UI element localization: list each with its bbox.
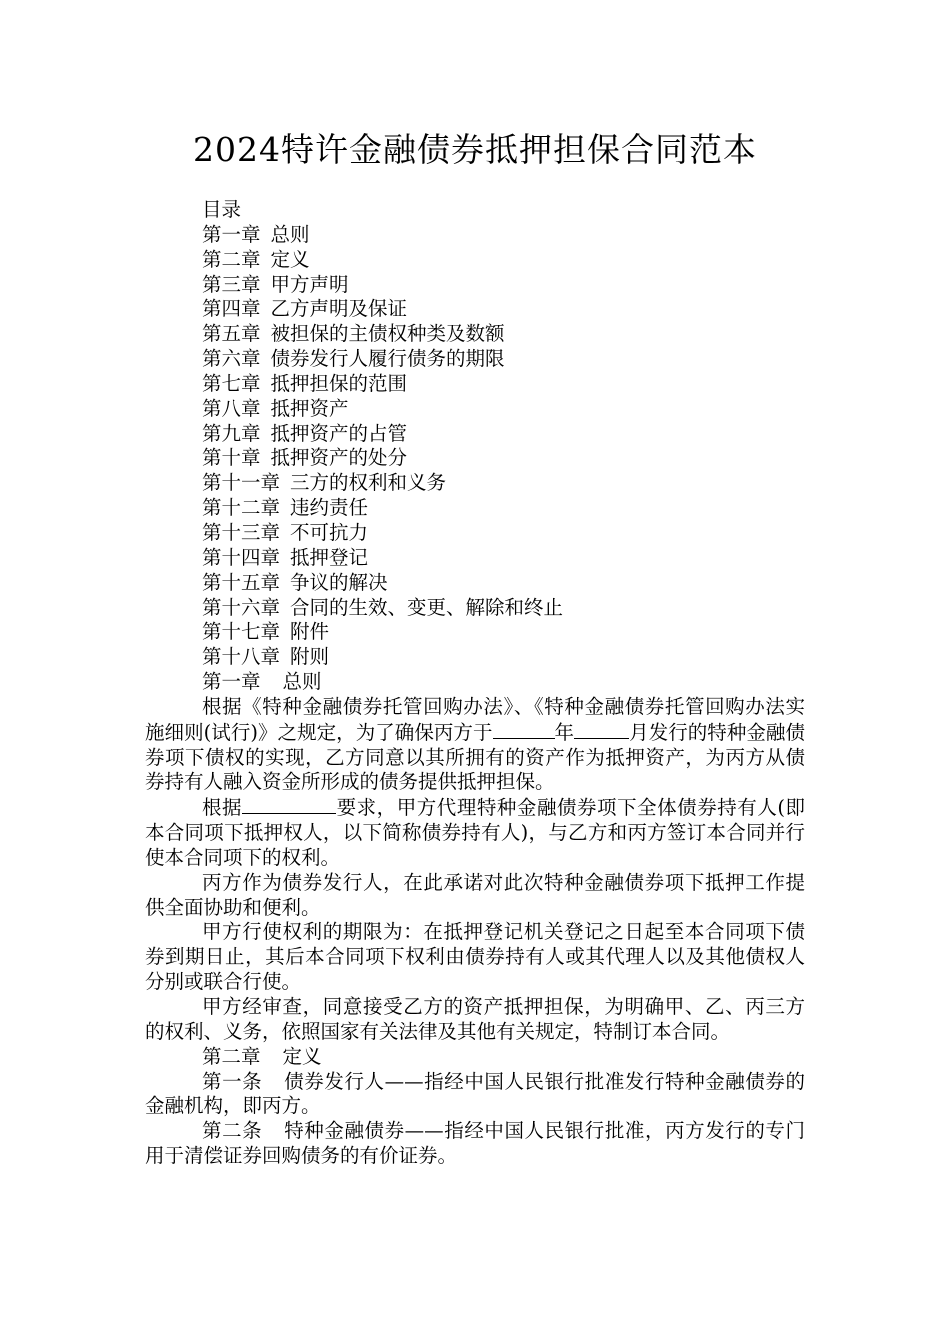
toc-item <box>202 546 805 571</box>
toc-item <box>202 297 805 322</box>
toc-item-number: 第十三章 <box>202 520 281 544</box>
article-label: 第二条 <box>202 1119 263 1143</box>
year-label: 年 <box>554 720 575 744</box>
toc-item-number: 第五章 <box>202 322 261 346</box>
toc-item <box>202 446 805 471</box>
toc-item-title: 甲方声明 <box>270 272 349 296</box>
table-of-contents <box>145 198 805 670</box>
toc-item <box>202 645 805 670</box>
toc-item-number: 第十一章 <box>202 471 281 495</box>
toc-item <box>202 596 805 621</box>
toc-item-title: 总则 <box>270 222 310 246</box>
article-label: 第一条 <box>202 1069 263 1093</box>
toc-item-title: 乙方声明及保证 <box>270 297 408 321</box>
toc-item-number: 第六章 <box>202 347 261 371</box>
document-body <box>145 670 805 1169</box>
document-page <box>145 128 805 1169</box>
document-title: 2024特许金融债券抵押担保合同范本 <box>193 130 757 169</box>
toc-item-title: 附则 <box>290 645 330 669</box>
paragraph-text: 根据 <box>202 796 243 820</box>
toc-item-number: 第八章 <box>202 396 261 420</box>
chapter-number: 第一章 <box>202 670 261 694</box>
paragraph: 甲方经审查，同意接受乙方的资产抵押担保，为明确甲、乙、丙三方的权利、义务，依照国家有关法律及其他有关规定，特制订本合同。 <box>145 995 805 1043</box>
toc-item-title: 不可抗力 <box>290 520 369 544</box>
fill-in-blank[interactable] <box>574 720 629 739</box>
toc-item <box>202 620 805 645</box>
toc-item <box>202 471 805 496</box>
paragraph-text: 要求，甲方代理特种金融债券项下全体债券持有人(即本合同项下抵押权人，以下简称债券持有人)，与乙方和丙方签订本合同并行使本合同项下的权利。 <box>145 796 805 869</box>
toc-item <box>202 248 805 273</box>
fill-in-blank[interactable] <box>493 720 555 739</box>
article-text: 债券发行人——指经中国人民银行批准发行特种金融债券的金融机构，即丙方。 <box>145 1069 805 1118</box>
chapter-title: 总则 <box>282 670 322 694</box>
toc-item-number: 第十八章 <box>202 645 281 669</box>
toc-item-number: 第二章 <box>202 247 261 271</box>
paragraph <box>145 695 805 795</box>
toc-item-number: 第三章 <box>202 272 261 296</box>
paragraph-text: 根据《特种金融债券托管回购办法》、《特种金融债券托管回购办法实施细则(试行)》之规定，为了确保丙方于 <box>145 694 805 744</box>
chapter-heading <box>145 1045 805 1070</box>
toc-item-number: 第十六章 <box>202 595 281 619</box>
toc-item-number: 第七章 <box>202 371 261 395</box>
toc-item <box>202 422 805 447</box>
fill-in-blank[interactable] <box>242 795 336 814</box>
toc-item-number: 第十七章 <box>202 620 281 644</box>
article-paragraph <box>145 1119 805 1169</box>
paragraph <box>145 795 805 871</box>
toc-item <box>202 372 805 397</box>
toc-item-number: 第一章 <box>202 222 261 246</box>
toc-heading: 目录 <box>202 198 242 221</box>
chapter-heading <box>145 670 805 695</box>
toc-item-title: 抵押资产的占管 <box>270 421 408 445</box>
toc-item-title: 债券发行人履行债务的期限 <box>270 347 505 371</box>
toc-item-title: 抵押担保的范围 <box>270 371 408 395</box>
toc-item-title: 附件 <box>290 620 330 644</box>
chapter-title: 定义 <box>282 1044 322 1068</box>
toc-item <box>202 273 805 298</box>
month-label: 月 <box>629 720 649 744</box>
toc-item-title: 被担保的主债权种类及数额 <box>270 322 505 346</box>
paragraph: 丙方作为债券发行人，在此承诺对此次特种金融债券项下抵押工作提供全面协助和便利。 <box>145 870 805 919</box>
toc-item-number: 第九章 <box>202 421 261 445</box>
toc-item-title: 合同的生效、变更、解除和终止 <box>290 595 564 619</box>
toc-item-number: 第十章 <box>202 446 261 470</box>
toc-item-title: 争议的解决 <box>290 570 388 594</box>
toc-item <box>202 521 805 546</box>
toc-item <box>202 322 805 347</box>
toc-item-title: 违约责任 <box>290 496 369 520</box>
toc-item-number: 第四章 <box>202 297 261 321</box>
toc-item-title: 定义 <box>270 247 310 271</box>
chapter-number: 第二章 <box>202 1044 261 1068</box>
toc-item-title: 抵押资产 <box>270 396 349 420</box>
toc-item-title: 抵押资产的处分 <box>270 446 408 470</box>
toc-item <box>202 223 805 248</box>
paragraph-text: 发行的特种金融债券项下债权的实现，乙方同意以其所拥有的资产作为抵押资产，为丙方从债券持有人融入资金所形成的债务提供抵押担保。 <box>145 720 805 794</box>
toc-item-number: 第十五章 <box>202 570 281 594</box>
toc-item-title: 三方的权利和义务 <box>290 471 447 495</box>
toc-item-number: 第十二章 <box>202 496 281 520</box>
toc-item-title: 抵押登记 <box>290 545 369 569</box>
toc-item <box>202 571 805 596</box>
toc-item <box>202 496 805 521</box>
article-paragraph <box>145 1070 805 1120</box>
toc-item <box>202 397 805 422</box>
toc-item-number: 第十四章 <box>202 545 281 569</box>
paragraph: 甲方行使权利的期限为：在抵押登记机关登记之日起至本合同项下债券到期日止，其后本合同项下权利由债券持有人或其代理人以及其他债权人分别或联合行使。 <box>145 920 805 994</box>
toc-item <box>202 347 805 372</box>
article-text: 特种金融债券——指经中国人民银行批准，丙方发行的专门用于清偿证券回购债务的有价证券。 <box>145 1119 805 1168</box>
